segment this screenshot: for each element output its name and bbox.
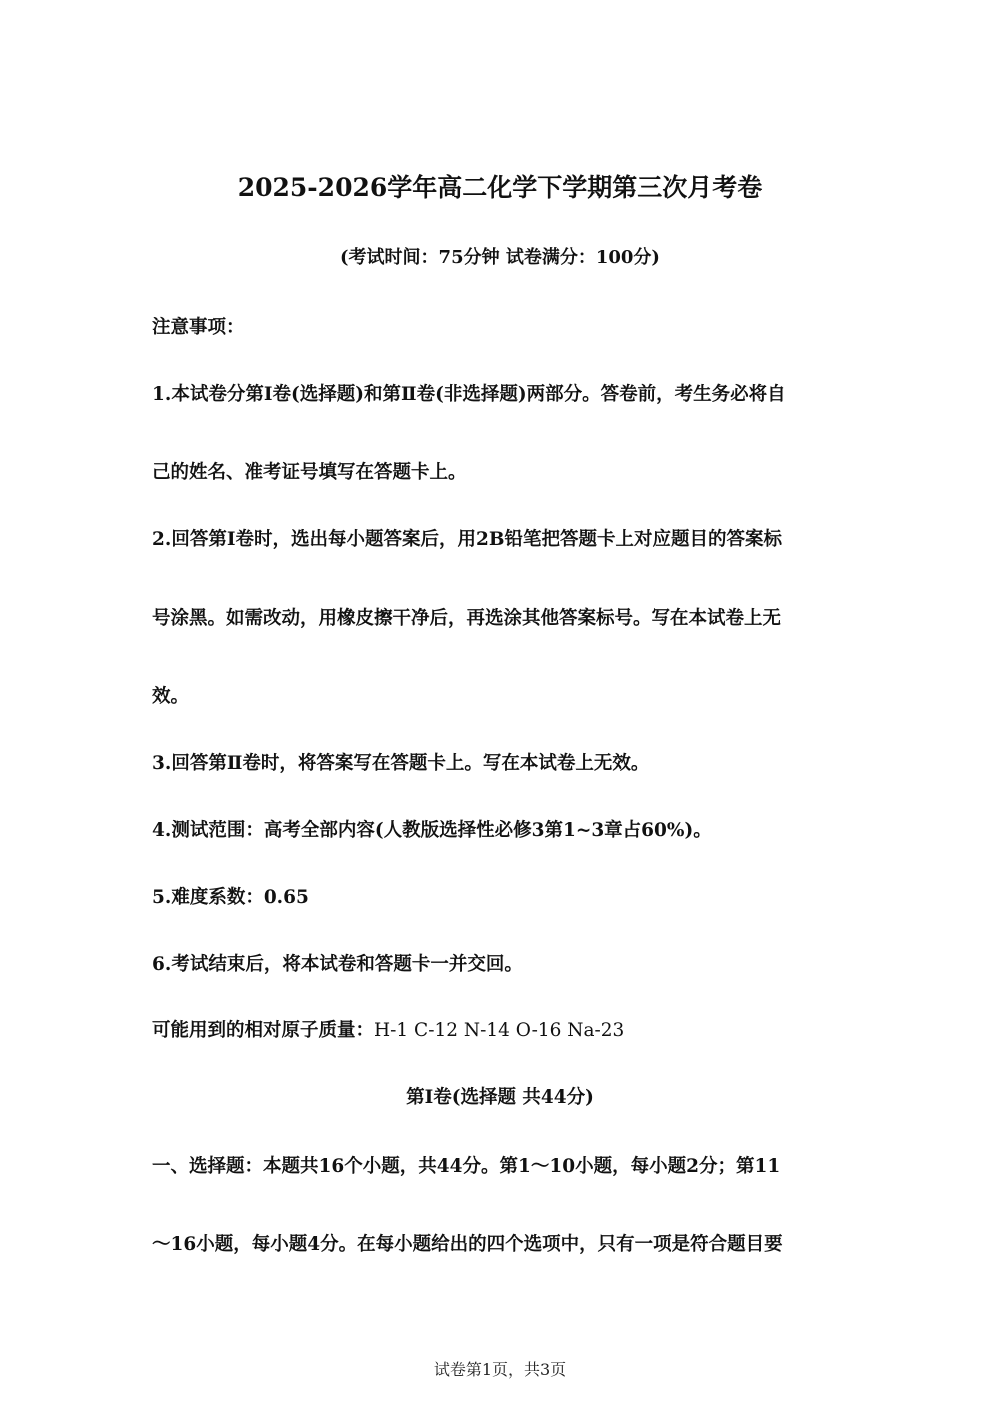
- note-line: 3.回答第Ⅱ卷时，将答案写在答题卡上。写在本试卷上无效。: [152, 753, 650, 774]
- notes-heading: 注意事项：: [152, 317, 245, 338]
- note-line: 2.回答第Ⅰ卷时，选出每小题答案后，用2B铅笔把答题卡上对应题目的答案标: [152, 529, 782, 550]
- note-line: 己的姓名、准考证号填写在答题卡上。: [152, 462, 467, 483]
- exam-title: 2025-2026学年高二化学下学期第三次月考卷: [237, 173, 763, 202]
- note-line: 4.测试范围：高考全部内容(人教版选择性必修3第1~3章占60%)。: [152, 820, 712, 841]
- atomic-mass-label: 可能用到的相对原子质量：: [152, 1020, 375, 1041]
- exam-subtitle: (考试时间：75分钟 试卷满分：100分): [340, 247, 660, 268]
- note-line: 5.难度系数：0.65: [152, 887, 309, 908]
- page-footer: 试卷第1页，共3页: [433, 1360, 567, 1379]
- note-line: 效。: [152, 686, 190, 707]
- atomic-mass-line: [152, 1016, 624, 1042]
- instruction-line: 一、选择题：本题共16个小题，共44分。第1～10小题，每小题2分；第11: [152, 1156, 781, 1177]
- note-line: 号涂黑。如需改动，用橡皮擦干净后，再选涂其他答案标号。写在本试卷上无: [152, 608, 782, 629]
- instruction-line: ～16小题，每小题4分。在每小题给出的四个选项中，只有一项是符合题目要: [152, 1234, 783, 1255]
- note-line: 6.考试结束后，将本试卷和答题卡一并交回。: [152, 954, 523, 975]
- atomic-mass-values: H-1 C-12 N-14 O-16 Na-23: [374, 1020, 625, 1041]
- note-line: 1.本试卷分第Ⅰ卷(选择题)和第Ⅱ卷(非选择题)两部分。答卷前，考生务必将自: [152, 384, 786, 405]
- section-heading: 第Ⅰ卷(选择题 共44分): [406, 1087, 594, 1108]
